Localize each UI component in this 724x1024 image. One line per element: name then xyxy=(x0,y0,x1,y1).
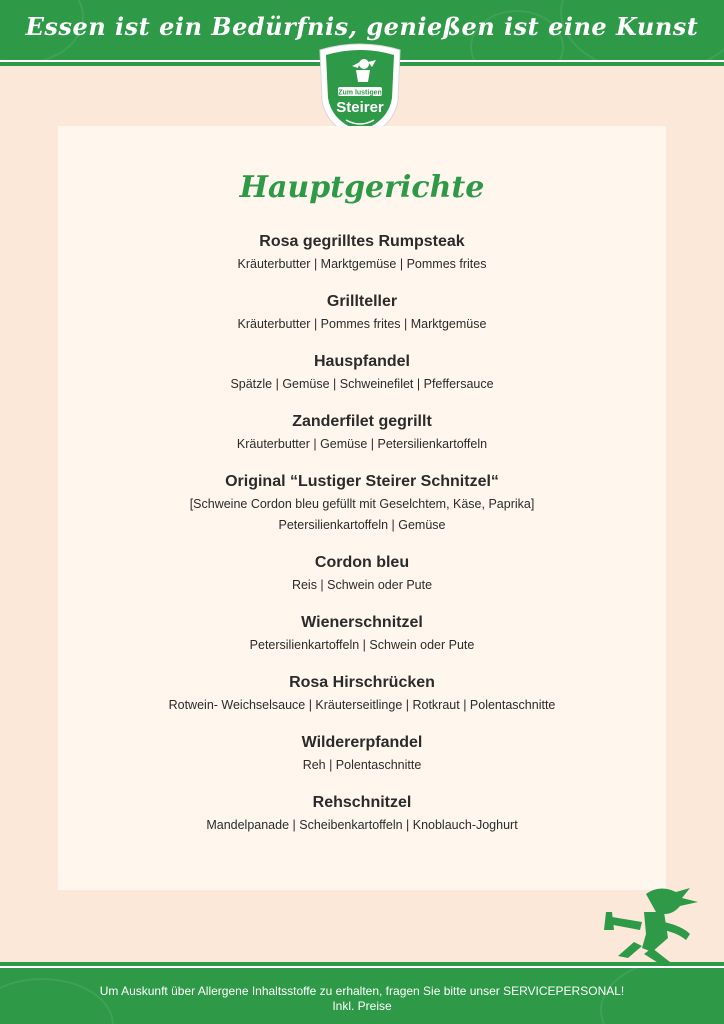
logo-line2: Steirer xyxy=(336,99,384,116)
dish-item xyxy=(0,292,724,335)
dish-item xyxy=(0,673,724,716)
footer-text xyxy=(0,984,724,1014)
dish-item xyxy=(0,733,724,776)
dish-name: Wildererpfandel xyxy=(301,734,423,751)
dish-name: Wienerschnitzel xyxy=(301,614,423,631)
dish-item xyxy=(0,472,724,536)
dish-description: Reis | Schwein oder Pute xyxy=(291,578,433,592)
dish-description: Rotwein- Weichselsauce | Kräuterseitlinge | Rotkraut | Polentaschnitte xyxy=(168,698,556,712)
dish-description: Mandelpanade | Scheibenkartoffeln | Knoblauch-Joghurt xyxy=(206,818,518,832)
dish-name: Hauspfandel xyxy=(313,353,410,370)
dish-description: Kräuterbutter | Marktgemüse | Pommes frites xyxy=(237,257,487,271)
dish-description: Kräuterbutter | Gemüse | Petersilienkartoffeln xyxy=(236,437,488,451)
dish-description: Kräuterbutter | Pommes frites | Marktgemüse xyxy=(237,317,487,331)
dish-item xyxy=(0,352,724,395)
slogan: Essen ist ein Bedürfnis, genießen ist eine Kunst xyxy=(25,12,699,41)
dish-item xyxy=(0,553,724,596)
section-title: Hauptgerichte xyxy=(239,170,485,205)
dish-description: Reh | Polentaschnitte xyxy=(302,758,422,772)
dish-item xyxy=(0,412,724,455)
dish-item xyxy=(0,613,724,656)
mascot-icon xyxy=(598,882,702,966)
dish-name: Cordon bleu xyxy=(314,554,410,571)
dish-name: Original “Lustiger Steirer Schnitzel“ xyxy=(225,473,499,490)
price-notice: Inkl. Preise xyxy=(332,999,392,1013)
dish-name: Rosa gegrilltes Rumpsteak xyxy=(259,233,465,250)
logo-line1: Zum lustigen xyxy=(338,89,382,97)
allergen-notice: Um Auskunft über Allergene Inhaltsstoffe zu erhalten, fragen Sie bitte unser SERVICEPERSONAL! xyxy=(99,984,625,998)
dish-name: Rosa Hirschrücken xyxy=(289,674,435,691)
dish-name: Rehschnitzel xyxy=(312,794,412,811)
dish-description: [Schweine Cordon bleu gefüllt mit Geselchtem, Käse, Paprika] xyxy=(189,497,535,511)
dish-description: Petersilienkartoffeln | Gemüse xyxy=(278,518,446,532)
dish-name: Grillteller xyxy=(326,293,398,310)
dish-description: Petersilienkartoffeln | Schwein oder Pute xyxy=(249,638,475,652)
dish-description: Spätzle | Gemüse | Schweinefilet | Pfeffersauce xyxy=(230,377,494,391)
dish-item xyxy=(0,232,724,275)
dish-name: Zanderfilet gegrillt xyxy=(292,413,432,430)
dish-item xyxy=(0,793,724,836)
dish-list xyxy=(0,232,724,853)
